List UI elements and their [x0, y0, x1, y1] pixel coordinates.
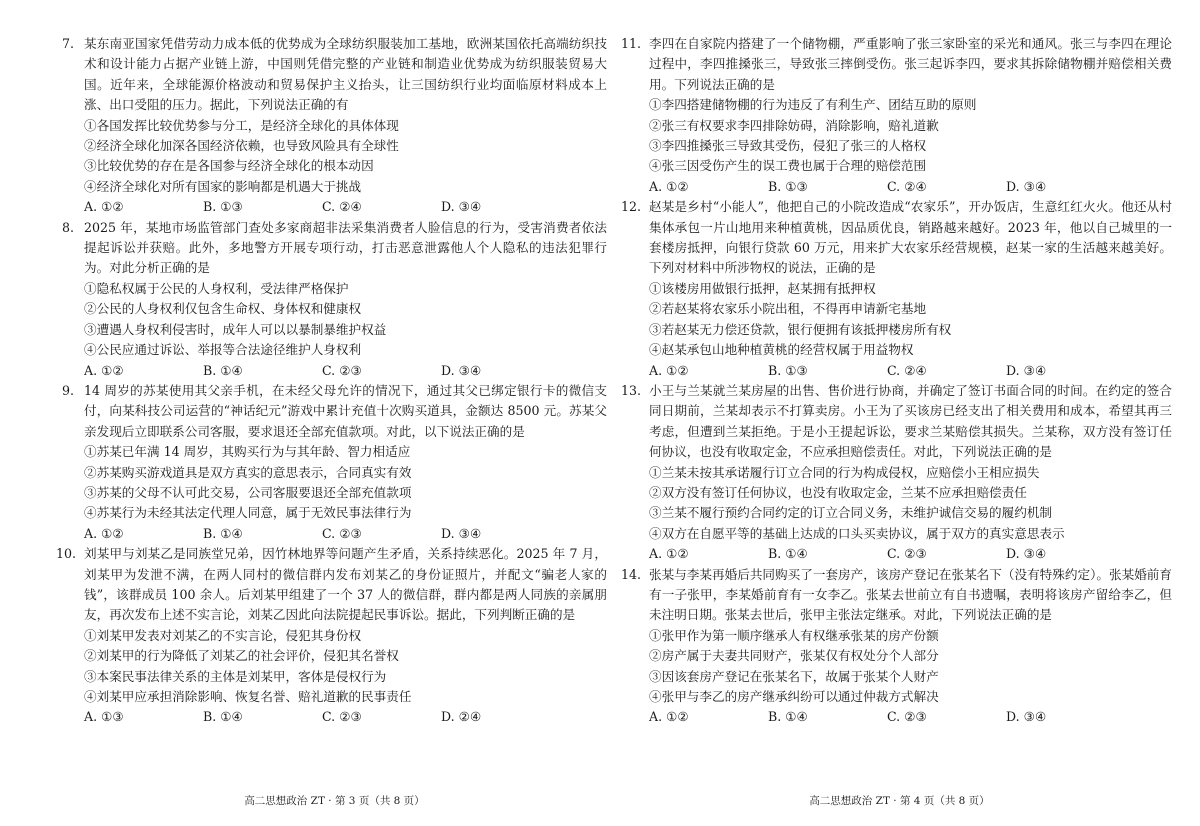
- statement-option: ③比较优势的存在是各国参与经济全球化的根本动因: [84, 158, 374, 174]
- answer-choice: C. ②④: [322, 199, 362, 215]
- answer-choice: B. ①④: [203, 362, 243, 378]
- statement-option: ①李四搭建储物棚的行为违反了有利生产、团结互助的原则: [649, 97, 977, 113]
- question-number: 11.: [621, 36, 642, 51]
- statement-option: ④经济全球化对所有国家的影响都是机遇大于挑战: [84, 178, 362, 194]
- statement-option: ④赵某承包山地种植黄桃的经营权属于用益物权: [649, 342, 914, 358]
- answer-choices: [627, 177, 1172, 197]
- answer-choice: C. ②③: [322, 362, 362, 378]
- question-text: 刘某甲与刘某乙是同族堂兄弟，因竹林地界等问题产生矛盾，关系持续恶化。2025 年 7 月，刘某甲为发泄不满，在两人同村的微信群内发布刘某乙的身份证照片，并配文“骗老人家的钱”，该群成员 100 余人。后刘某甲组建了一个 37 人的微信群，群内都是两人同族的亲属朋友，再次发布上述不实言论，刘某乙因此向法院提起民事诉讼。据此，下列判断正确的是: [84, 546, 607, 623]
- statement-option: ①该楼房用做银行抵押，赵某拥有抵押权: [649, 280, 876, 296]
- statement-option: ①兰某未按其承诺履行订立合同的行为构成侵权，应赔偿小王相应损失: [649, 464, 1040, 480]
- statement-option: ③若赵某无力偿还贷款，银行便拥有该抵押楼房所有权: [649, 321, 952, 337]
- answer-choice: D. ②④: [441, 709, 482, 725]
- answer-choice: A. ①②: [649, 178, 689, 194]
- question-number: 13.: [621, 382, 642, 398]
- question-9: [62, 381, 607, 544]
- statement-option: ②公民的人身权利仅包含生命权、身体权和健康权: [84, 301, 362, 317]
- statement-option: ②张三有权要求李四排除妨碍，消除影响，赔礼道歉: [649, 117, 939, 133]
- question-stem: [62, 218, 607, 279]
- statement-option: ②刘某甲的行为降低了刘某乙的社会评价，侵犯其名誉权: [84, 648, 399, 664]
- question-stem: [621, 34, 1172, 95]
- question-text: 14 周岁的苏某使用其父亲手机，在未经父母允许的情况下，通过其父已绑定银行卡的微信支付，向某科技公司运营的“神话纪元”游戏中累计充值十次购买道具，金额达 8500 元。苏某父亲发现后立即联系公司客服，要求退还全部充值款项。对此，以下说法正确的是: [84, 382, 607, 439]
- statement-option: ②若赵某将农家乐小院出租，不得再申请新宅基地: [649, 301, 927, 317]
- question-stem: [56, 544, 607, 626]
- answer-choice: B. ①④: [203, 709, 243, 725]
- answer-choice: D. ③④: [1006, 709, 1047, 725]
- answer-choices: [62, 707, 607, 727]
- answer-choice: C. ②③: [322, 525, 362, 541]
- question-number: 12.: [621, 199, 642, 215]
- question-text: 小王与兰某就兰某房屋的出售、售价进行协商，并确定了签订书面合同的时间。在约定的签合同日期前，兰某却表示不打算卖房。小王为了买该房已经支出了相关费用和成本，希望其再三考虑，但遭到兰某拒绝。于是小王提起诉讼，要求兰某赔偿其损失。兰某称，双方没有签订任何协议，也没有收取定金，不应承担赔偿责任。对此，下列说法正确的是: [649, 382, 1172, 460]
- question-number: 10.: [56, 546, 77, 562]
- question-text: 赵某是乡村“小能人”，他把自己的小院改造成“农家乐”，开办饭店，生意红红火火。他还从村集体承包一片山地用来种植黄桃，因品质优良，销路越来越好。2023 年，他以自己城里的一套楼房抵押，向银行贷款 60 万元，用来扩大农家乐经营规模，赵某一家的生活越来越美好。下列对材料中所涉物权的说法，正确的是: [649, 199, 1172, 276]
- answer-choices: [62, 361, 607, 381]
- question-stem: [621, 565, 1172, 626]
- answer-choice: B. ①③: [768, 178, 808, 194]
- statement-option: ④双方在自愿平等的基础上达成的口头买卖协议，属于双方的真实意思表示: [649, 525, 1065, 541]
- statement-option: ③苏某的父母不认可此交易，公司客服要退还全部充值款项: [84, 484, 412, 500]
- answer-choice: B. ①③: [768, 362, 808, 378]
- answer-choice: D. ③④: [441, 362, 482, 378]
- question-10: [56, 544, 607, 728]
- question-stem: [62, 34, 607, 116]
- statement-option: ④苏某行为未经其法定代理人同意，属于无效民事法律行为: [84, 505, 412, 521]
- question-stem: [62, 381, 607, 442]
- answer-choice: B. ①④: [768, 709, 808, 725]
- question-text: 某东南亚国家凭借劳动力成本低的优势成为全球纺织服装加工基地，欧洲某国依托高端纺织技术和设计能力占据产业链上游，中国则凭借完整的产业链和制造业优势成为纺织服装贸易大国。近年来，全球能源价格波动和贸易保护主义抬头，让三国纺织行业均面临原材料成本上涨、出口受阻的压力。据此，下列说法正确的有: [84, 36, 607, 113]
- statement-option: ③李四推搡张三导致其受伤，侵犯了张三的人格权: [649, 138, 927, 154]
- answer-choice: C. ②④: [887, 178, 927, 194]
- question-number: 7.: [62, 36, 75, 51]
- statement-option: ①张甲作为第一顺序继承人有权继承张某的房产份额: [649, 627, 939, 643]
- answer-choice: B. ①④: [203, 525, 243, 541]
- statement-option: ③因该套房产登记在张某名下，故属于张某个人财产: [649, 668, 939, 684]
- statement-option: ②苏某购买游戏道具是双方真实的意思表示，合同真实有效: [84, 464, 412, 480]
- question-stem: [621, 381, 1172, 463]
- question-14: [621, 565, 1172, 728]
- question-stem: [621, 197, 1172, 279]
- answer-choices: [62, 524, 607, 544]
- statement-option: ④张三因受伤产生的误工费也属于合理的赔偿范围: [649, 158, 927, 174]
- question-11: [621, 34, 1172, 197]
- answer-choice: D. ③④: [1006, 546, 1047, 562]
- answer-choices: [627, 544, 1172, 564]
- question-text: 张某与李某再婚后共同购买了一套房产，该房产登记在张某名下（没有特殊约定）。张某婚前育有一子张甲，李某婚前育有一女李乙。张某去世前立有自书遗嘱，表明将该房产留给李乙，但未注明日期。张某去世后，张甲主张法定继承。对此，下列说法正确的是: [649, 566, 1172, 623]
- statement-option: ④张甲与李乙的房产继承纠纷可以通过仲裁方式解决: [649, 689, 939, 704]
- statement-option: ②房产属于夫妻共同财产，张某仅有权处分个人部分: [649, 648, 939, 664]
- statement-option: ①隐私权属于公民的人身权利，受法律严格保护: [84, 280, 349, 296]
- question-number: 9.: [62, 382, 75, 398]
- question-13: [621, 381, 1172, 565]
- statement-option: ②经济全球化加深各国经济依赖，也导致风险具有全球性: [84, 138, 399, 154]
- answer-choice: B. ①③: [203, 199, 243, 215]
- answer-choice: C. ②③: [887, 546, 927, 562]
- question-number: 8.: [62, 219, 75, 235]
- answer-choice: D. ③④: [1006, 178, 1047, 194]
- answer-choice: C. ②③: [322, 709, 362, 725]
- question-number: 14.: [621, 566, 642, 582]
- answer-choice: D. ③④: [1006, 362, 1047, 378]
- answer-choice: D. ③④: [441, 199, 482, 215]
- question-text: 2025 年，某地市场监管部门查处多家商超非法采集消费者人脸信息的行为，受害消费者依法提起诉讼并获赔。此外，多地警方开展专项行动，打击恶意泄露他人个人隐私的违法犯罪行为。对此分析正确的是: [84, 219, 607, 276]
- page-footer-left: 高二思想政治 ZT · 第 3 页（共 8 页）: [244, 795, 425, 807]
- statement-option: ④刘某甲应承担消除影响、恢复名誉、赔礼道歉的民事责任: [84, 689, 412, 704]
- answer-choice: C. ②③: [887, 709, 927, 725]
- answer-choice: A. ①②: [649, 709, 689, 725]
- answer-choice: B. ①④: [768, 546, 808, 562]
- answer-choices: [62, 197, 607, 217]
- question-text: 李四在自家院内搭建了一个储物棚，严重影响了张三家卧室的采光和通风。张三与李四在理论过程中，李四推搡张三，导致张三摔倒受伤。张三起诉李四，要求其拆除储物棚并赔偿相关费用。下列说法正确的是: [649, 36, 1172, 92]
- answer-choices: [627, 361, 1172, 381]
- statement-option: ③遭遇人身权利侵害时，成年人可以以暴制暴维护权益: [84, 321, 387, 337]
- answer-choice: A. ①②: [649, 362, 689, 378]
- question-12: [621, 197, 1172, 381]
- statement-option: ①苏某已年满 14 周岁，其购买行为与其年龄、智力相适应: [84, 444, 411, 460]
- statement-option: ③本案民事法律关系的主体是刘某甲，客体是侵权行为: [84, 668, 387, 684]
- answer-choice: A. ①②: [649, 546, 689, 562]
- answer-choice: A. ①②: [84, 362, 124, 378]
- statement-option: ④公民应通过诉讼、举报等合法途径维护人身权利: [84, 342, 362, 358]
- answer-choice: A. ①②: [84, 199, 124, 215]
- page-4-column: [621, 34, 1172, 728]
- question-7: [62, 34, 607, 218]
- statement-option: ①刘某甲发表对刘某乙的不实言论，侵犯其身份权: [84, 627, 362, 643]
- statement-option: ③兰某不履行预约合同约定的订立合同义务，未维护诚信交易的履约机制: [649, 505, 1052, 521]
- answer-choice: A. ①③: [84, 709, 124, 725]
- answer-choice: A. ①②: [84, 525, 124, 541]
- statement-option: ②双方没有签订任何协议，也没有收取定金，兰某不应承担赔偿责任: [649, 484, 1027, 500]
- page-footer-right: 高二思想政治 ZT · 第 4 页（共 8 页）: [809, 795, 990, 807]
- answer-choices: [627, 707, 1172, 727]
- question-8: [62, 218, 607, 381]
- statement-option: ①各国发挥比较优势参与分工，是经济全球化的具体体现: [84, 117, 399, 133]
- answer-choice: D. ③④: [441, 525, 482, 541]
- answer-choice: C. ②④: [887, 362, 927, 378]
- page-3-column: [56, 34, 607, 728]
